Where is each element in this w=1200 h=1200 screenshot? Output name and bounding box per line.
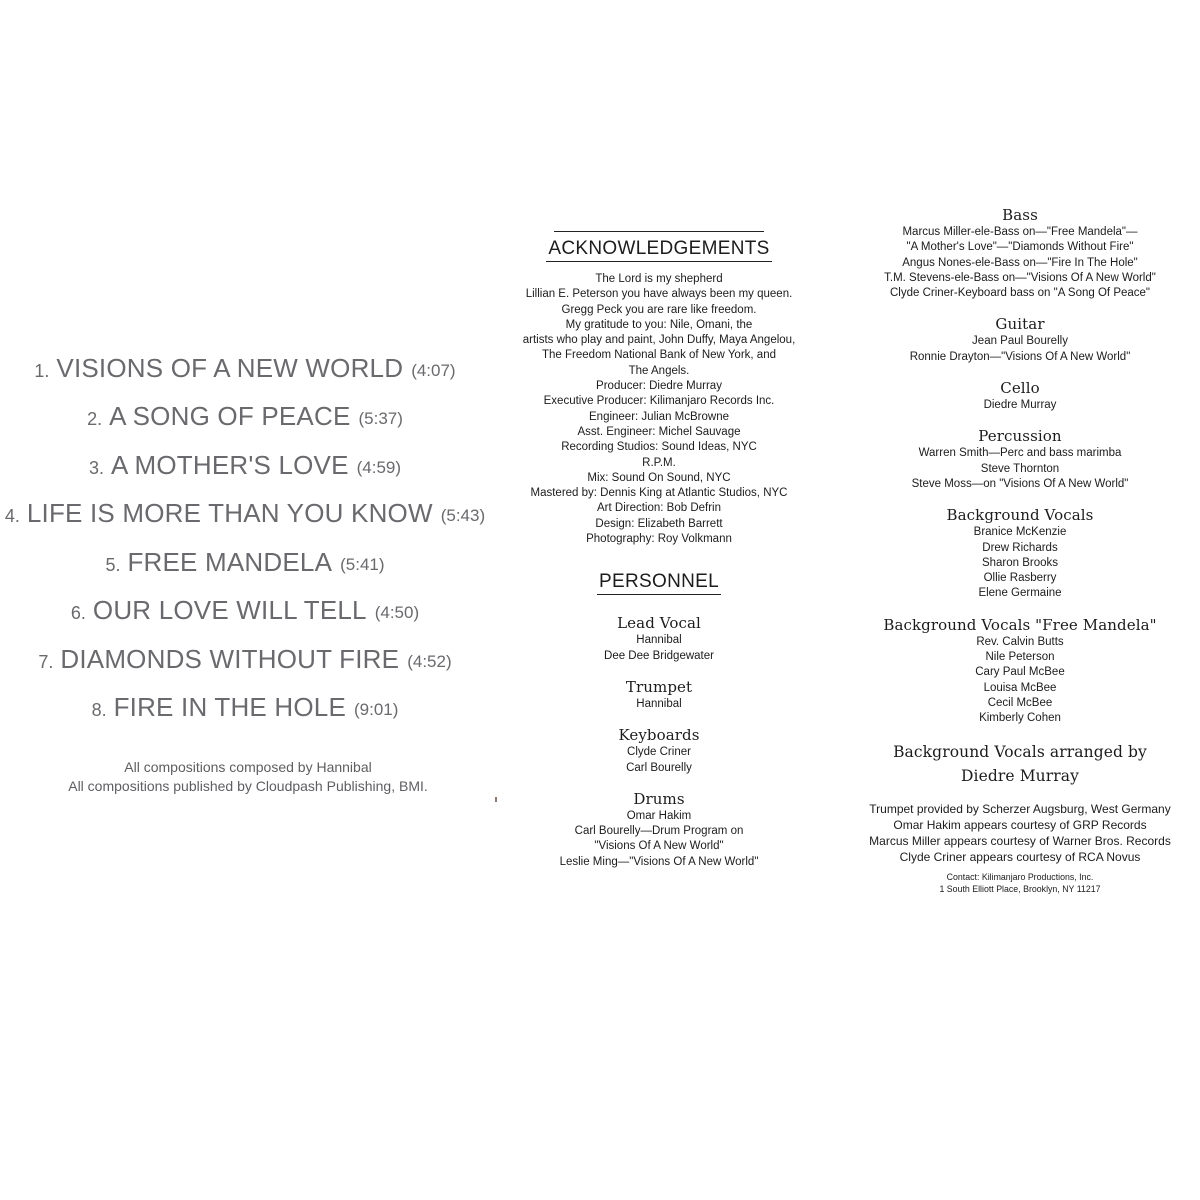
personnel-group — [842, 314, 1198, 365]
track-item — [0, 481, 490, 530]
contact-line: Contact: Kilimanjaro Productions, Inc. — [946, 871, 1094, 882]
contact-info — [842, 871, 1198, 895]
personnel-name: "Visions Of A New World" — [594, 840, 724, 853]
track-item — [0, 578, 490, 627]
acknowledgement-line: Producer: Diedre Murray — [596, 380, 722, 393]
personnel-name: Ollie Rasberry — [983, 572, 1057, 585]
personnel-name: Steve Moss—on "Visions Of A New World" — [911, 477, 1129, 490]
courtesy-notes — [842, 801, 1198, 865]
acknowledgement-line: Photography: Roy Volkmann — [586, 533, 732, 546]
track-duration: (4:07) — [411, 360, 456, 380]
personnel-group — [842, 615, 1198, 727]
personnel-name: Marcus Miller-ele-Bass on—"Free Mandela"— — [902, 226, 1138, 238]
personnel-name: Drew Richards — [982, 541, 1058, 554]
personnel-name: Carl Bourelly — [626, 761, 692, 774]
acknowledgement-line: Lillian E. Peterson you have always been my queen. — [525, 288, 793, 301]
track-duration: (4:59) — [356, 457, 402, 477]
personnel-name: Nile Peterson — [985, 651, 1055, 664]
personnel-name: Clyde Criner — [627, 746, 691, 759]
acknowledgement-line: artists who play and paint, John Duffy, Maya Angelou, — [522, 334, 796, 347]
track-item — [0, 335, 490, 384]
personnel-name: Cary Paul McBee — [975, 666, 1065, 679]
personnel-group — [842, 205, 1198, 301]
track-title: DIAMONDS WITHOUT FIRE — [60, 643, 400, 674]
personnel-name: Jean Paul Bourelly — [972, 335, 1068, 348]
track-number: 8. — [91, 700, 107, 720]
personnel-name: Warren Smith—Perc and bass marimba — [918, 447, 1122, 460]
track-list — [0, 335, 490, 723]
track-duration: (5:37) — [358, 409, 403, 428]
personnel-role-title: Drums — [633, 789, 685, 808]
personnel-name: Kimberly Cohen — [979, 712, 1061, 725]
personnel-group — [494, 789, 824, 870]
personnel-name: Elene Germaine — [978, 587, 1062, 600]
personnel-role-title: Cello — [1000, 379, 1040, 398]
personnel-name: Carl Bourelly—Drum Program on — [574, 825, 744, 838]
track-number: 7. — [38, 651, 54, 672]
track-item — [0, 529, 490, 578]
acknowledgement-line: Asst. Engineer: Michel Sauvage — [577, 425, 741, 438]
acknowledgement-line: Design: Elizabeth Barrett — [595, 517, 723, 530]
track-number: 5. — [105, 554, 121, 575]
personnel-name: Leslie Ming—"Visions Of A New World" — [559, 855, 759, 868]
track-number: 3. — [88, 457, 104, 478]
acknowledgement-line: Mastered by: Dennis King at Atlantic Studios, NYC — [530, 487, 788, 500]
acknowledgement-line: Mix: Sound On Sound, NYC — [587, 471, 731, 484]
courtesy-line: Marcus Miller appears courtesy of Warner Bros. Records — [869, 833, 1171, 848]
personnel-name: Hannibal — [636, 697, 682, 710]
track-duration: (4:50) — [374, 603, 420, 622]
courtesy-line: Clyde Criner appears courtesy of RCA Novus — [899, 849, 1141, 864]
acknowledgement-line: The Angels. — [628, 364, 690, 377]
personnel-role-title: Background Vocals "Free Mandela" — [883, 615, 1157, 634]
personnel-role-title: Lead Vocal — [617, 614, 701, 633]
courtesy-line: Omar Hakim appears courtesy of GRP Records — [893, 817, 1147, 832]
track-duration: (5:43) — [440, 506, 486, 525]
track-item — [0, 432, 490, 481]
acknowledgement-line: Engineer: Julian McBrowne — [589, 410, 729, 423]
track-title: OUR LOVE WILL TELL — [92, 595, 367, 625]
track-title: A SONG OF PEACE — [109, 401, 351, 431]
acknowledgement-line: The Lord is my shepherd — [595, 273, 723, 285]
personnel-name: Steve Thornton — [980, 462, 1060, 475]
composition-note-published: All compositions published by Cloudpash Publishing, BMI. — [68, 778, 428, 794]
track-title: VISIONS OF A NEW WORLD — [56, 352, 404, 383]
acknowledgements-heading: ACKNOWLEDGEMENTS — [546, 232, 771, 262]
credits-column-left — [494, 232, 824, 883]
track-item — [0, 675, 490, 724]
personnel-role-title: Guitar — [995, 315, 1045, 334]
personnel-role-title: Bass — [1002, 206, 1038, 224]
personnel-section — [494, 571, 824, 870]
acknowledgement-line: Gregg Peck you are rare like freedom. — [561, 303, 757, 316]
acknowledgements-lines — [494, 272, 824, 547]
arranged-by-title: Background Vocals arranged by — [893, 742, 1147, 761]
track-duration: (4:52) — [407, 651, 452, 671]
acknowledgement-line: The Freedom National Bank of New York, and — [542, 349, 776, 362]
track-duration: (9:01) — [354, 700, 399, 719]
track-title: LIFE IS MORE THAN YOU KNOW — [26, 498, 433, 528]
personnel-group — [842, 505, 1198, 601]
arranged-by-name: Diedre Murray — [961, 766, 1079, 785]
personnel-group — [842, 426, 1198, 492]
track-number: 1. — [34, 360, 50, 381]
track-title: FREE MANDELA — [127, 546, 333, 577]
track-title: FIRE IN THE HOLE — [113, 692, 347, 722]
track-title: A MOTHER'S LOVE — [110, 449, 349, 480]
personnel-group — [842, 378, 1198, 413]
personnel-name: Ronnie Drayton—"Visions Of A New World" — [909, 350, 1131, 363]
track-number: 2. — [87, 409, 103, 429]
track-item — [0, 626, 490, 675]
personnel-name: Branice McKenzie — [973, 526, 1067, 539]
arranged-by-block — [842, 740, 1198, 788]
personnel-role-title: Background Vocals — [946, 506, 1094, 525]
personnel-heading: PERSONNEL — [597, 571, 721, 595]
personnel-name: Omar Hakim — [626, 809, 692, 822]
personnel-role-title: Keyboards — [618, 726, 700, 745]
credits-column-right — [842, 205, 1198, 895]
personnel-groups-left — [494, 613, 824, 870]
personnel-name: Diedre Murray — [983, 399, 1057, 412]
track-item — [0, 384, 490, 433]
personnel-role-title: Percussion — [978, 427, 1062, 446]
acknowledgement-line: Recording Studios: Sound Ideas, NYC — [561, 441, 757, 454]
composition-note-composed: All compositions composed by Hannibal — [124, 759, 372, 775]
personnel-group — [494, 613, 824, 664]
acknowledgements-section — [494, 232, 824, 547]
personnel-name: Clyde Criner-Keyboard bass on "A Song Of Peace" — [889, 287, 1151, 300]
personnel-name: Rev. Calvin Butts — [976, 635, 1064, 648]
acknowledgement-line: Art Direction: Bob Defrin — [597, 502, 721, 515]
personnel-groups-right — [842, 205, 1198, 727]
personnel-group — [494, 725, 824, 776]
acknowledgement-line: Executive Producer: Kilimanjaro Records Inc. — [543, 395, 775, 408]
track-number: 6. — [70, 603, 86, 623]
personnel-name: "A Mother's Love"—"Diamonds Without Fire" — [906, 241, 1134, 254]
personnel-name: T.M. Stevens-ele-Bass on—"Visions Of A New World" — [884, 271, 1156, 284]
composition-notes — [0, 758, 496, 796]
personnel-group — [494, 677, 824, 712]
personnel-name: Dee Dee Bridgewater — [604, 649, 714, 662]
contact-line: 1 South Elliott Place, Brooklyn, NY 11217 — [939, 883, 1101, 894]
personnel-name: Louisa McBee — [983, 681, 1057, 694]
personnel-role-title: Trumpet — [625, 677, 693, 696]
personnel-name: Sharon Brooks — [981, 556, 1059, 569]
track-duration: (5:41) — [340, 554, 385, 574]
personnel-name: Angus Nones-ele-Bass on—"Fire In The Hole" — [902, 256, 1138, 269]
acknowledgement-line: My gratitude to you: Nile, Omani, the — [565, 318, 753, 331]
personnel-name: Cecil McBee — [987, 696, 1053, 709]
track-number: 4. — [4, 506, 20, 526]
acknowledgement-line: R.P.M. — [642, 456, 676, 469]
courtesy-line: Trumpet provided by Scherzer Augsburg, West Germany — [869, 801, 1171, 816]
personnel-name: Hannibal — [636, 634, 682, 647]
